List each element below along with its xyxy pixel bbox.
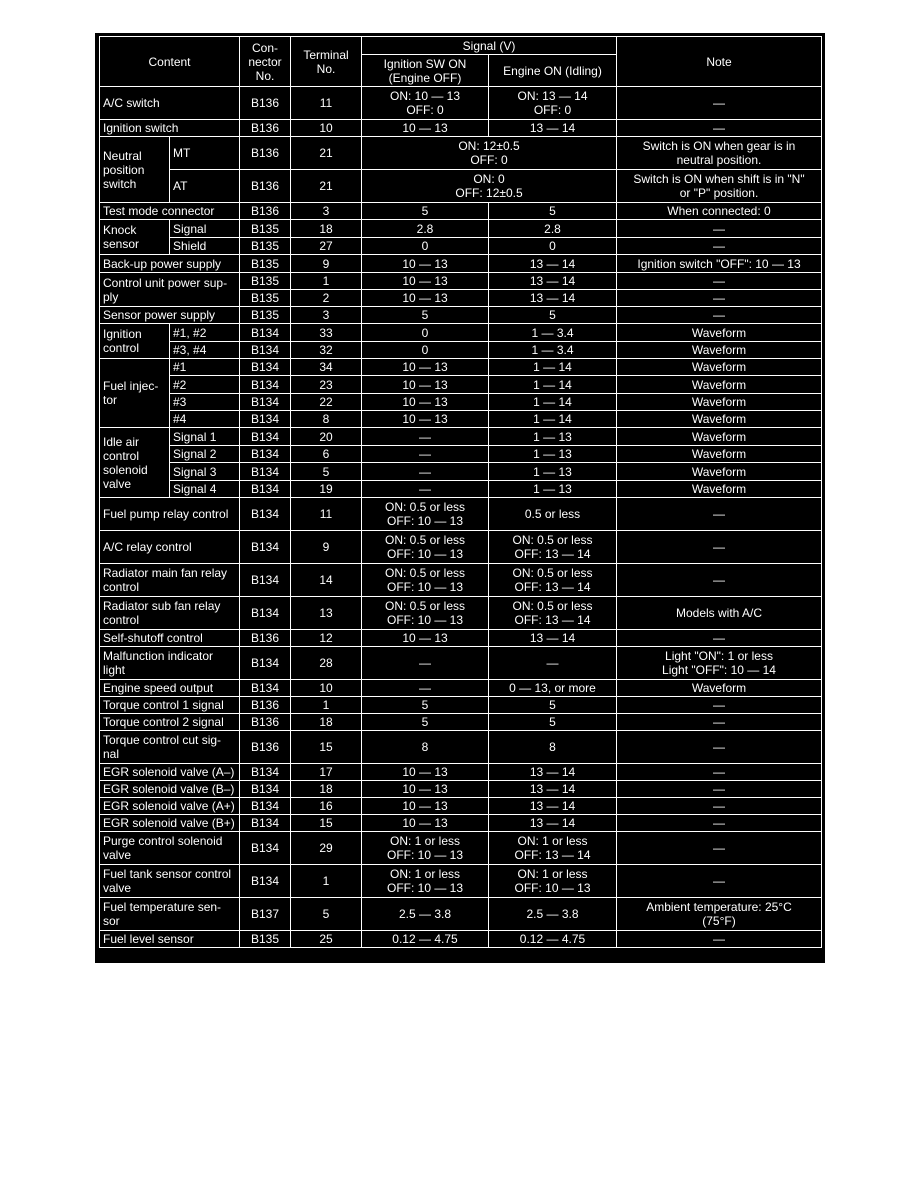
table-row (100, 731, 822, 764)
note-cell: Models with A/C (617, 597, 822, 630)
ignition-value: 10 — 13 (362, 798, 489, 815)
engine-value: 1 — 14 (489, 411, 617, 428)
ignition-value: 8 (362, 731, 489, 764)
engine-value: 13 — 14 (489, 781, 617, 798)
content-cell: Test mode connector (100, 203, 240, 220)
table-row (100, 446, 822, 463)
note-cell: — (617, 564, 822, 597)
engine-value: 5 (489, 307, 617, 324)
connector-cell: B136 (240, 203, 291, 220)
engine-value: 0 — 13, or more (489, 680, 617, 697)
table-row (100, 931, 822, 948)
terminal-cell: 27 (291, 238, 362, 255)
table-row (100, 898, 822, 931)
ignition-value: 2.5 — 3.8 (362, 898, 489, 931)
table-row (100, 463, 822, 481)
connector-cell: B134 (240, 647, 291, 680)
engine-value: 1 — 13 (489, 463, 617, 481)
table-row (100, 498, 822, 531)
table-row (100, 255, 822, 273)
terminal-cell: 33 (291, 324, 362, 342)
connector-cell: B135 (240, 238, 291, 255)
sub-content-cell: #3 (170, 394, 240, 411)
connector-cell: B134 (240, 798, 291, 815)
sub-content-cell: AT (170, 170, 240, 203)
connector-cell: B136 (240, 137, 291, 170)
ignition-value: 0 (362, 324, 489, 342)
connector-cell: B134 (240, 324, 291, 342)
connector-cell: B136 (240, 697, 291, 714)
connector-cell: B135 (240, 931, 291, 948)
signal-value: ON: 12±0.5 OFF: 0 (362, 137, 617, 170)
content-cell: EGR solenoid valve (B+) (100, 815, 240, 832)
terminal-cell: 3 (291, 203, 362, 220)
terminal-cell: 6 (291, 446, 362, 463)
engine-value: 1 — 13 (489, 446, 617, 463)
table-row (100, 481, 822, 498)
table-row (100, 376, 822, 394)
sub-content-cell: #3, #4 (170, 342, 240, 359)
engine-value: 1 — 3.4 (489, 342, 617, 359)
terminal-cell: 1 (291, 273, 362, 290)
terminal-cell: 19 (291, 481, 362, 498)
terminal-cell: 3 (291, 307, 362, 324)
content-cell: Purge control solenoid valve (100, 832, 240, 865)
note-cell: Waveform (617, 428, 822, 446)
engine-value: ON: 13 — 14 OFF: 0 (489, 87, 617, 120)
connector-cell: B137 (240, 898, 291, 931)
connector-cell: B135 (240, 273, 291, 290)
terminal-cell: 1 (291, 697, 362, 714)
ecm-signal-table (99, 36, 822, 948)
terminal-cell: 10 (291, 680, 362, 697)
sub-content-cell: #1, #2 (170, 324, 240, 342)
engine-value: 8 (489, 731, 617, 764)
ignition-value: 10 — 13 (362, 815, 489, 832)
table-row (100, 203, 822, 220)
header-ignition-sw-on: Ignition SW ON (Engine OFF) (362, 55, 489, 87)
content-cell: EGR solenoid valve (A+) (100, 798, 240, 815)
ignition-value: — (362, 647, 489, 680)
connector-cell: B134 (240, 463, 291, 481)
table-row (100, 680, 822, 697)
engine-value: ON: 1 or less OFF: 10 — 13 (489, 865, 617, 898)
ignition-value: 10 — 13 (362, 255, 489, 273)
note-cell: — (617, 630, 822, 647)
ignition-value: 5 (362, 714, 489, 731)
note-cell: — (617, 931, 822, 948)
content-cell: Sensor power supply (100, 307, 240, 324)
terminal-cell: 21 (291, 137, 362, 170)
terminal-cell: 18 (291, 220, 362, 238)
engine-value: 13 — 14 (489, 630, 617, 647)
connector-cell: B134 (240, 342, 291, 359)
note-cell: — (617, 290, 822, 307)
terminal-cell: 2 (291, 290, 362, 307)
ignition-value: 2.8 (362, 220, 489, 238)
terminal-cell: 22 (291, 394, 362, 411)
ignition-value: 10 — 13 (362, 764, 489, 781)
ignition-value: — (362, 463, 489, 481)
connector-cell: B135 (240, 290, 291, 307)
content-cell: Self-shutoff control (100, 630, 240, 647)
ignition-value: 10 — 13 (362, 273, 489, 290)
table-row (100, 238, 822, 255)
note-cell: Waveform (617, 376, 822, 394)
content-cell: EGR solenoid valve (B–) (100, 781, 240, 798)
ignition-value: ON: 1 or less OFF: 10 — 13 (362, 865, 489, 898)
note-cell: Waveform (617, 446, 822, 463)
note-cell: — (617, 273, 822, 290)
note-cell: Light "ON": 1 or less Light "OFF": 10 — 14 (617, 647, 822, 680)
terminal-cell: 9 (291, 255, 362, 273)
terminal-cell: 28 (291, 647, 362, 680)
sub-content-cell: Signal 3 (170, 463, 240, 481)
terminal-cell: 29 (291, 832, 362, 865)
terminal-cell: 13 (291, 597, 362, 630)
connector-cell: B134 (240, 680, 291, 697)
terminal-cell: 8 (291, 411, 362, 428)
ignition-value: — (362, 428, 489, 446)
terminal-cell: 32 (291, 342, 362, 359)
content-cell: Fuel injec- tor (100, 359, 170, 428)
note-cell: — (617, 764, 822, 781)
terminal-cell: 18 (291, 781, 362, 798)
engine-value: ON: 1 or less OFF: 13 — 14 (489, 832, 617, 865)
note-cell: Ignition switch "OFF": 10 — 13 (617, 255, 822, 273)
sub-content-cell: MT (170, 137, 240, 170)
connector-cell: B134 (240, 815, 291, 832)
table-row (100, 170, 822, 203)
table-row (100, 865, 822, 898)
header-content: Content (100, 37, 240, 87)
ignition-value: 10 — 13 (362, 630, 489, 647)
note-cell: Switch is ON when shift is in "N" or "P" position. (617, 170, 822, 203)
header-terminal: Terminal No. (291, 37, 362, 87)
content-cell: Fuel level sensor (100, 931, 240, 948)
terminal-cell: 21 (291, 170, 362, 203)
engine-value: 13 — 14 (489, 815, 617, 832)
terminal-cell: 25 (291, 931, 362, 948)
ignition-value: 5 (362, 307, 489, 324)
content-cell: Torque control cut sig- nal (100, 731, 240, 764)
content-cell: Radiator main fan relay control (100, 564, 240, 597)
terminal-cell: 12 (291, 630, 362, 647)
engine-value: 13 — 14 (489, 120, 617, 137)
connector-cell: B136 (240, 87, 291, 120)
sub-content-cell: #1 (170, 359, 240, 376)
ignition-value: 0 (362, 342, 489, 359)
note-cell: — (617, 697, 822, 714)
content-cell: Radiator sub fan relay control (100, 597, 240, 630)
header-signal: Signal (V) (362, 37, 617, 55)
note-cell: Waveform (617, 342, 822, 359)
engine-value: 2.8 (489, 220, 617, 238)
table-row (100, 411, 822, 428)
connector-cell: B135 (240, 255, 291, 273)
note-cell: Waveform (617, 463, 822, 481)
ignition-value: — (362, 680, 489, 697)
ignition-value: 10 — 13 (362, 120, 489, 137)
content-cell: Neutral position switch (100, 137, 170, 203)
terminal-cell: 11 (291, 498, 362, 531)
connector-cell: B134 (240, 446, 291, 463)
engine-value: ON: 0.5 or less OFF: 13 — 14 (489, 597, 617, 630)
terminal-cell: 18 (291, 714, 362, 731)
table-row (100, 798, 822, 815)
ignition-value: ON: 0.5 or less OFF: 10 — 13 (362, 597, 489, 630)
connector-cell: B134 (240, 865, 291, 898)
connector-cell: B134 (240, 597, 291, 630)
connector-cell: B134 (240, 411, 291, 428)
note-cell: — (617, 307, 822, 324)
table-row (100, 87, 822, 120)
connector-cell: B134 (240, 359, 291, 376)
sub-content-cell: #2 (170, 376, 240, 394)
table-row (100, 564, 822, 597)
content-cell: Malfunction indicator light (100, 647, 240, 680)
content-cell: Torque control 1 signal (100, 697, 240, 714)
content-cell: Back-up power supply (100, 255, 240, 273)
ignition-value: ON: 0.5 or less OFF: 10 — 13 (362, 564, 489, 597)
table-row (100, 597, 822, 630)
connector-cell: B134 (240, 481, 291, 498)
content-cell: Knock sensor (100, 220, 170, 255)
connector-cell: B136 (240, 714, 291, 731)
ignition-value: ON: 1 or less OFF: 10 — 13 (362, 832, 489, 865)
content-cell: Ignition switch (100, 120, 240, 137)
engine-value: 13 — 14 (489, 764, 617, 781)
sub-content-cell: #4 (170, 411, 240, 428)
table-row (100, 764, 822, 781)
note-cell: — (617, 815, 822, 832)
table-row (100, 324, 822, 342)
note-cell: Waveform (617, 411, 822, 428)
sub-content-cell: Shield (170, 238, 240, 255)
engine-value: 5 (489, 697, 617, 714)
engine-value: 1 — 13 (489, 428, 617, 446)
connector-cell: B134 (240, 832, 291, 865)
note-cell: — (617, 798, 822, 815)
header-note: Note (617, 37, 822, 87)
engine-value: 5 (489, 714, 617, 731)
note-cell: — (617, 498, 822, 531)
note-cell: — (617, 531, 822, 564)
content-cell: Ignition control (100, 324, 170, 359)
engine-value: 1 — 14 (489, 359, 617, 376)
table-row (100, 630, 822, 647)
header-engine-on: Engine ON (Idling) (489, 55, 617, 87)
terminal-cell: 15 (291, 815, 362, 832)
note-cell: Waveform (617, 394, 822, 411)
table-row (100, 359, 822, 376)
connector-cell: B135 (240, 307, 291, 324)
note-cell: — (617, 87, 822, 120)
connector-cell: B136 (240, 731, 291, 764)
table-row (100, 342, 822, 359)
connector-cell: B134 (240, 394, 291, 411)
terminal-cell: 5 (291, 463, 362, 481)
content-cell: A/C switch (100, 87, 240, 120)
ignition-value: 10 — 13 (362, 394, 489, 411)
ignition-value: 10 — 13 (362, 290, 489, 307)
note-cell: — (617, 781, 822, 798)
note-cell: Waveform (617, 481, 822, 498)
ignition-value: 10 — 13 (362, 781, 489, 798)
content-cell: Fuel pump relay control (100, 498, 240, 531)
note-cell: Waveform (617, 324, 822, 342)
engine-value: 1 — 13 (489, 481, 617, 498)
engine-value: 0.12 — 4.75 (489, 931, 617, 948)
ignition-value: 10 — 13 (362, 359, 489, 376)
table-row (100, 137, 822, 170)
note-cell: — (617, 714, 822, 731)
sub-content-cell: Signal 4 (170, 481, 240, 498)
content-cell: Fuel temperature sen- sor (100, 898, 240, 931)
note-cell: Waveform (617, 680, 822, 697)
content-cell: Control unit power sup- ply (100, 273, 240, 307)
terminal-cell: 9 (291, 531, 362, 564)
note-cell: — (617, 238, 822, 255)
connector-cell: B135 (240, 220, 291, 238)
connector-cell: B134 (240, 764, 291, 781)
table-row (100, 120, 822, 137)
connector-cell: B134 (240, 781, 291, 798)
ignition-value: 0.12 — 4.75 (362, 931, 489, 948)
connector-cell: B134 (240, 531, 291, 564)
engine-value: ON: 0.5 or less OFF: 13 — 14 (489, 564, 617, 597)
signal-value: ON: 0 OFF: 12±0.5 (362, 170, 617, 203)
table-row (100, 428, 822, 446)
engine-value: 13 — 14 (489, 255, 617, 273)
header-connector: Con- nector No. (240, 37, 291, 87)
engine-value: 13 — 14 (489, 798, 617, 815)
note-cell: Waveform (617, 359, 822, 376)
ignition-value: — (362, 481, 489, 498)
engine-value: 5 (489, 203, 617, 220)
content-cell: Idle air control solenoid valve (100, 428, 170, 498)
content-cell: Engine speed output (100, 680, 240, 697)
content-cell: A/C relay control (100, 531, 240, 564)
note-cell: — (617, 220, 822, 238)
engine-value: ON: 0.5 or less OFF: 13 — 14 (489, 531, 617, 564)
terminal-cell: 20 (291, 428, 362, 446)
engine-value: 1 — 14 (489, 376, 617, 394)
signal-table-sheet (95, 33, 825, 963)
connector-cell: B134 (240, 564, 291, 597)
terminal-cell: 16 (291, 798, 362, 815)
sub-content-cell: Signal (170, 220, 240, 238)
connector-cell: B134 (240, 498, 291, 531)
connector-cell: B136 (240, 120, 291, 137)
engine-value: — (489, 647, 617, 680)
ignition-value: 10 — 13 (362, 376, 489, 394)
table-row (100, 307, 822, 324)
engine-value: 1 — 3.4 (489, 324, 617, 342)
terminal-cell: 5 (291, 898, 362, 931)
note-cell: — (617, 120, 822, 137)
note-cell: — (617, 731, 822, 764)
ignition-value: 10 — 13 (362, 411, 489, 428)
engine-value: 13 — 14 (489, 290, 617, 307)
engine-value: 13 — 14 (489, 273, 617, 290)
note-cell: Ambient temperature: 25°C (75°F) (617, 898, 822, 931)
sub-content-cell: Signal 1 (170, 428, 240, 446)
table-row (100, 781, 822, 798)
table-row (100, 273, 822, 290)
terminal-cell: 10 (291, 120, 362, 137)
engine-value: 0.5 or less (489, 498, 617, 531)
note-cell: When connected: 0 (617, 203, 822, 220)
table-row (100, 815, 822, 832)
table-row (100, 697, 822, 714)
table-row (100, 394, 822, 411)
ignition-value: 0 (362, 238, 489, 255)
table-row (100, 531, 822, 564)
content-cell: Fuel tank sensor control valve (100, 865, 240, 898)
terminal-cell: 1 (291, 865, 362, 898)
ignition-value: 5 (362, 697, 489, 714)
ignition-value: ON: 10 — 13 OFF: 0 (362, 87, 489, 120)
terminal-cell: 15 (291, 731, 362, 764)
ignition-value: — (362, 446, 489, 463)
terminal-cell: 17 (291, 764, 362, 781)
table-row (100, 647, 822, 680)
table-row (100, 220, 822, 238)
note-cell: Switch is ON when gear is in neutral position. (617, 137, 822, 170)
content-cell: Torque control 2 signal (100, 714, 240, 731)
terminal-cell: 14 (291, 564, 362, 597)
table-row (100, 714, 822, 731)
sub-content-cell: Signal 2 (170, 446, 240, 463)
connector-cell: B134 (240, 428, 291, 446)
ignition-value: ON: 0.5 or less OFF: 10 — 13 (362, 531, 489, 564)
ignition-value: ON: 0.5 or less OFF: 10 — 13 (362, 498, 489, 531)
content-cell: EGR solenoid valve (A–) (100, 764, 240, 781)
table-row (100, 832, 822, 865)
terminal-cell: 11 (291, 87, 362, 120)
connector-cell: B136 (240, 630, 291, 647)
engine-value: 2.5 — 3.8 (489, 898, 617, 931)
note-cell: — (617, 865, 822, 898)
terminal-cell: 34 (291, 359, 362, 376)
ignition-value: 5 (362, 203, 489, 220)
connector-cell: B136 (240, 170, 291, 203)
terminal-cell: 23 (291, 376, 362, 394)
note-cell: — (617, 832, 822, 865)
engine-value: 1 — 14 (489, 394, 617, 411)
connector-cell: B134 (240, 376, 291, 394)
engine-value: 0 (489, 238, 617, 255)
